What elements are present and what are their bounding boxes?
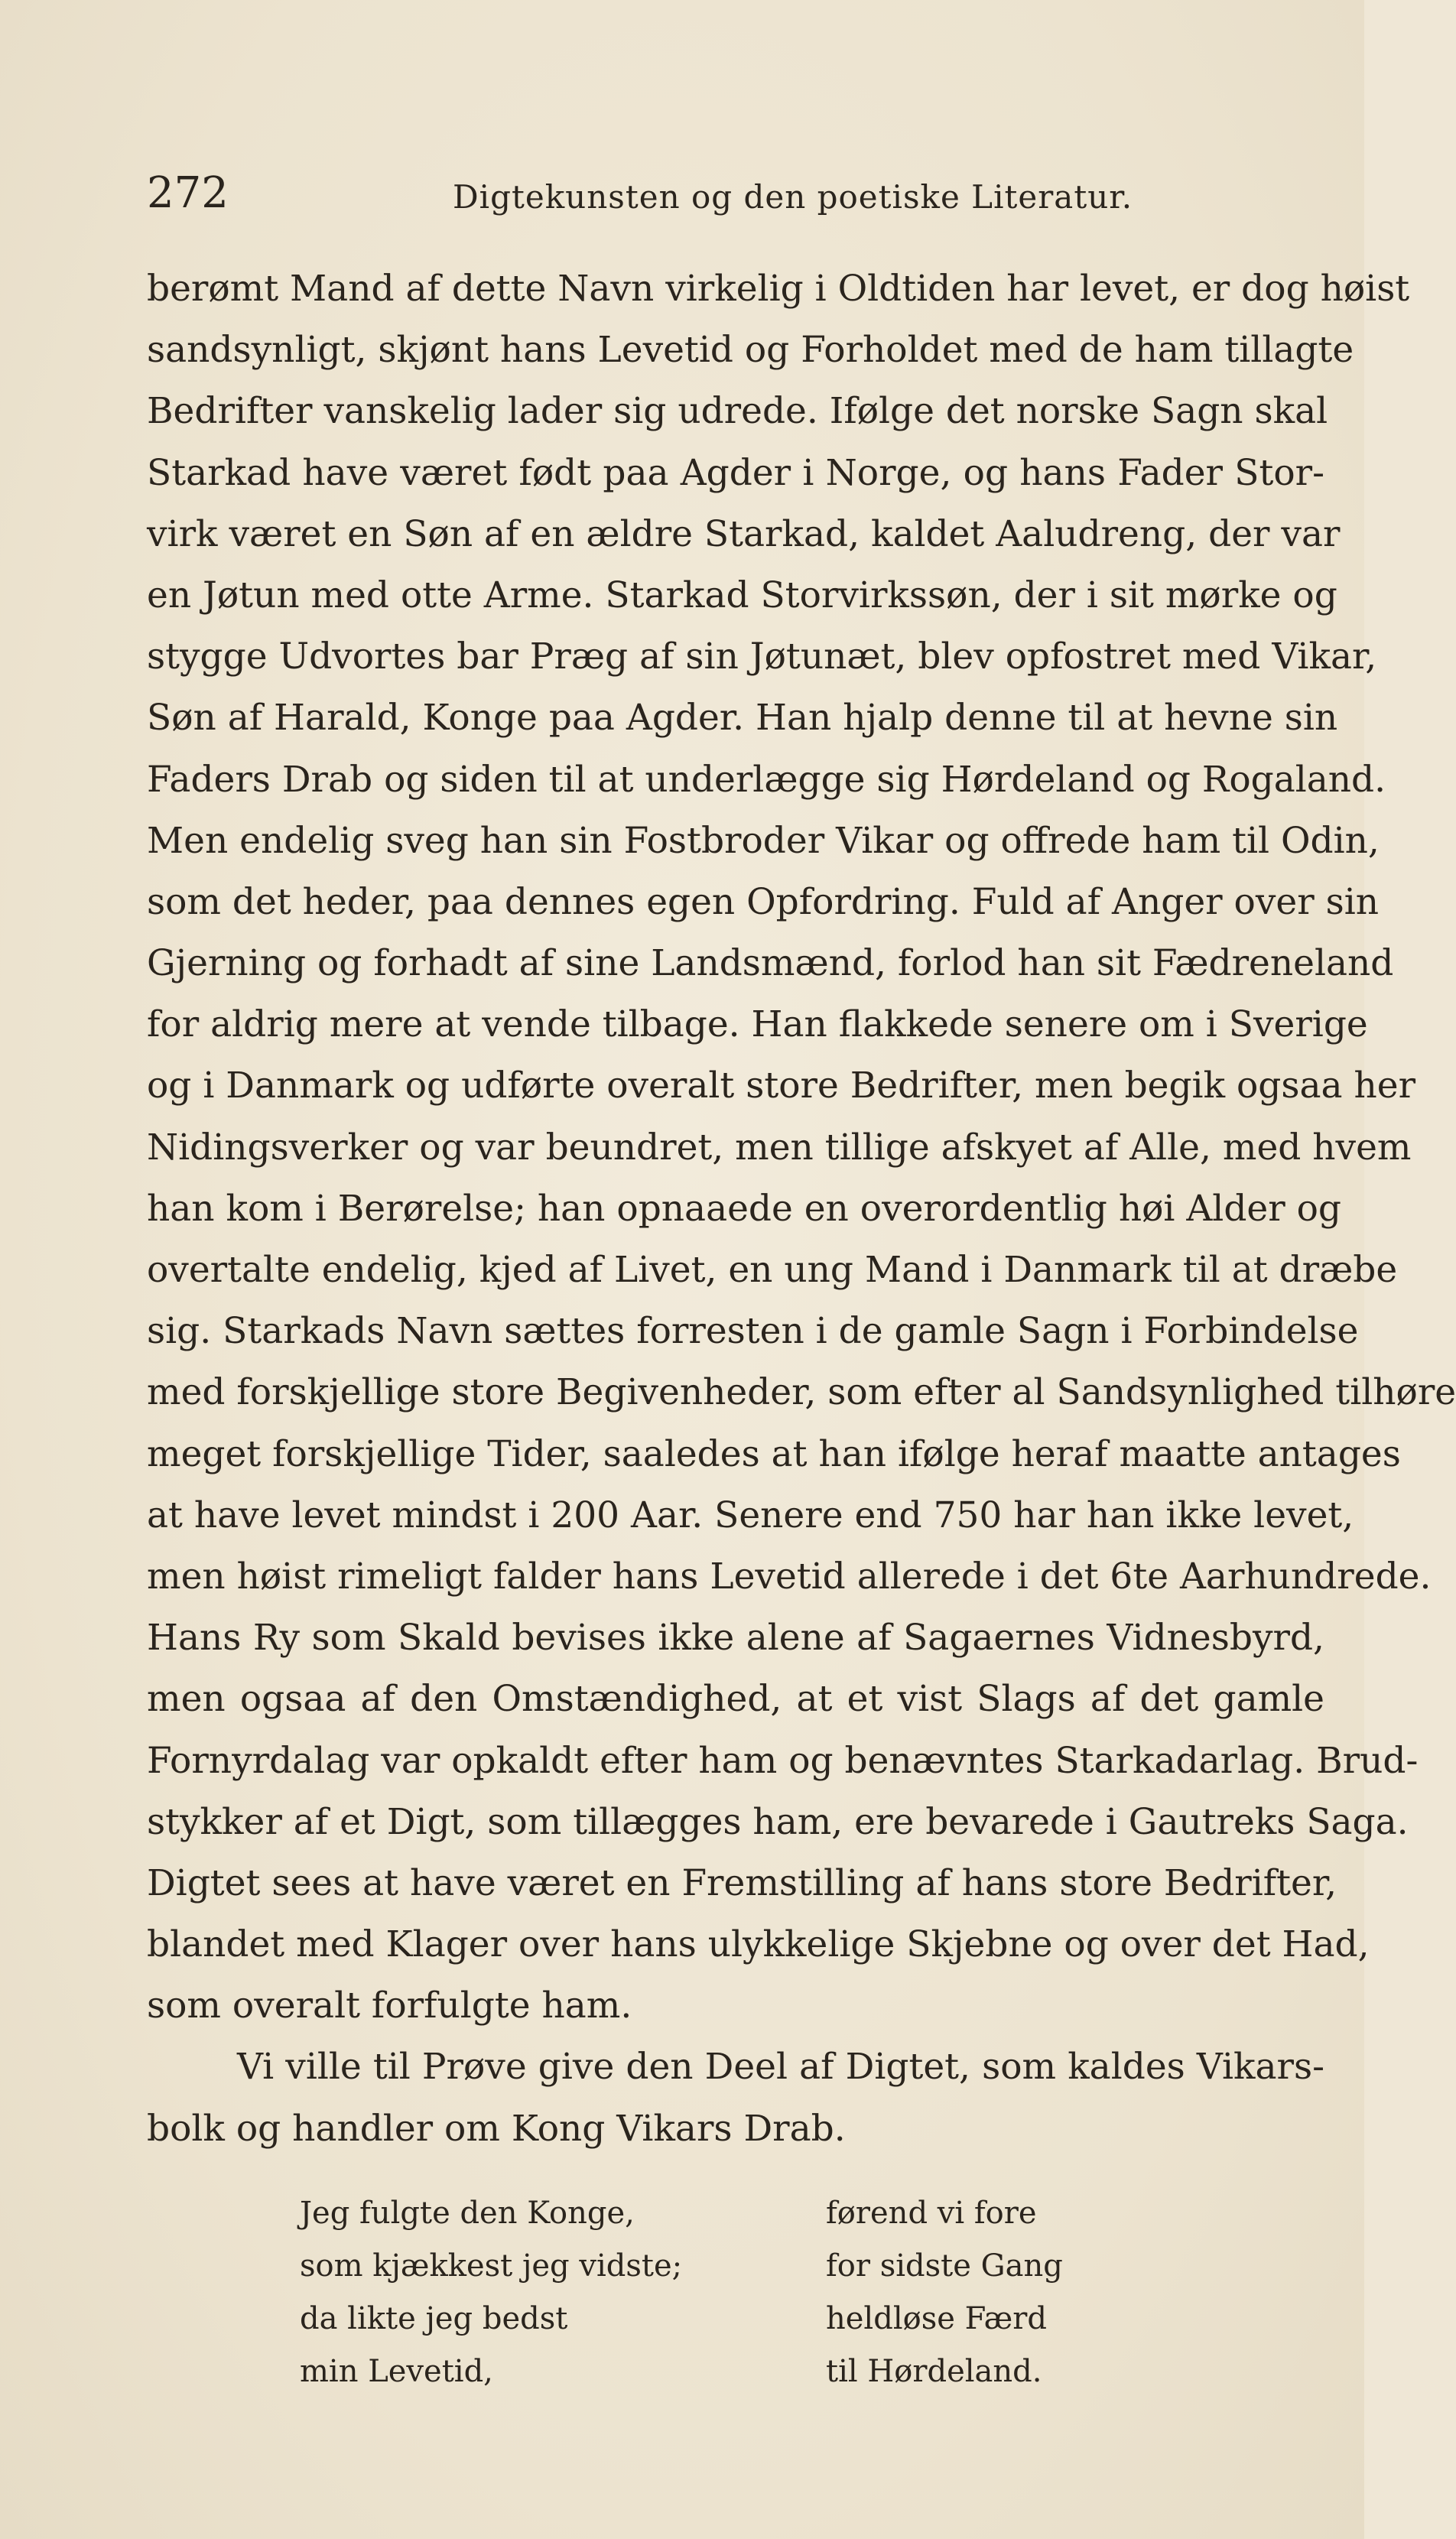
verse-line: førend vi fore [826, 2196, 1037, 2231]
text-line: med forskjellige store Begivenheder, som efter al Sandsynlighed tilhøre [147, 1371, 1456, 1414]
verse-line: Jeg fulgte den Konge, [300, 2196, 635, 2231]
text-line: for aldrig mere at vende tilbage. Han flakkede senere om i Sverige [147, 1003, 1368, 1046]
body-text [147, 258, 1456, 2160]
text-line: Starkad have været født paa Agder i Norge, og hans Fader Stor- [147, 451, 1324, 494]
text-line: Gjerning og forhadt af sine Landsmænd, forlod han sit Fædreneland [147, 942, 1394, 985]
text-line: han kom i Berørelse; han opnaaede en overordentlig høi Alder og [147, 1187, 1342, 1230]
page-number: 272 [147, 168, 229, 218]
text-line: Faders Drab og siden til at underlægge sig Hørdeland og Rogaland. [147, 758, 1386, 801]
running-title: Digtekunsten og den poetiske Literatur. [453, 178, 1133, 216]
text-line: Hans Ry som Skald bevises ikke alene af Sagaernes Vidnesbyrd, [147, 1617, 1324, 1660]
text-line: men ogsaa af den Omstændighed, at et vist Slags af det gamle [147, 1678, 1324, 1721]
text-line: stygge Udvortes bar Præg af sin Jøtunæt, blev opfostret med Vikar, [147, 636, 1377, 678]
text-line: Bedrifter vanskelig lader sig udrede. Ifølge det norske Sagn skal [147, 390, 1328, 433]
text-line: men høist rimeligt falder hans Levetid allerede i det 6te Aarhundrede. [147, 1555, 1432, 1598]
text-line: stykker af et Digt, som tillægges ham, ere bevarede i Gautreks Saga. [147, 1800, 1409, 1843]
text-line: Fornyrdalag var opkaldt efter ham og benævntes Starkadarlag. Brud- [147, 1739, 1419, 1782]
verse-line: heldløse Færd [826, 2301, 1047, 2336]
text-line: overtalte endelig, kjed af Livet, en ung Mand i Danmark til at dræbe [147, 1249, 1398, 1291]
text-line: Vi ville til Prøve give den Deel af Digtet, som kaldes Vikars- [237, 2046, 1324, 2089]
verse-line: for sidste Gang [826, 2248, 1063, 2284]
text-line: som det heder, paa dennes egen Opfordring. Fuld af Anger over sin [147, 880, 1380, 923]
text-line: Men endelig sveg han sin Fostbroder Vikar og offrede ham til Odin, [147, 819, 1380, 862]
text-line: meget forskjellige Tider, saaledes at han ifølge heraf maatte antages [147, 1432, 1401, 1475]
text-line: virk været en Søn af en ældre Starkad, kaldet Aaludreng, der var [147, 512, 1341, 555]
verse-column-right [826, 2187, 1063, 2398]
text-line: som overalt forfulgte ham. [147, 1985, 632, 2027]
text-line: og i Danmark og udførte overalt store Bedrifter, men begik ogsaa her [147, 1065, 1416, 1107]
verse-line: som kjækkest jeg vidste; [300, 2248, 683, 2284]
text-line: Nidingsverker og var beundret, men tillige afskyet af Alle, med hvem [147, 1126, 1412, 1169]
text-line: bolk og handler om Kong Vikars Drab. [147, 2107, 846, 2150]
page-header [147, 167, 1324, 220]
verse-column-left [300, 2187, 682, 2398]
text-line: berømt Mand af dette Navn virkelig i Oldtiden har levet, er dog høist [147, 268, 1410, 310]
verse-line: min Levetid, [300, 2354, 493, 2389]
text-line: en Jøtun med otte Arme. Starkad Storvirkssøn, der i sit mørke og [147, 574, 1337, 616]
text-line: blandet med Klager over hans ulykkelige Skjebne og over det Had, [147, 1923, 1370, 1966]
text-line: Digtet sees at have været en Fremstilling af hans store Bedrifter, [147, 1861, 1337, 1904]
text-line: sig. Starkads Navn sættes forresten i de gamle Sagn i Forbindelse [147, 1310, 1359, 1353]
text-line: sandsynligt, skjønt hans Levetid og Forholdet med de ham tillagte [147, 329, 1354, 372]
verse-line: da likte jeg bedst [300, 2301, 568, 2336]
text-line: at have levet mindst i 200 Aar. Senere end 750 har han ikke levet, [147, 1494, 1354, 1536]
text-line: Søn af Harald, Konge paa Agder. Han hjalp denne til at hevne sin [147, 697, 1338, 740]
verse-line: til Hørdeland. [826, 2354, 1042, 2389]
